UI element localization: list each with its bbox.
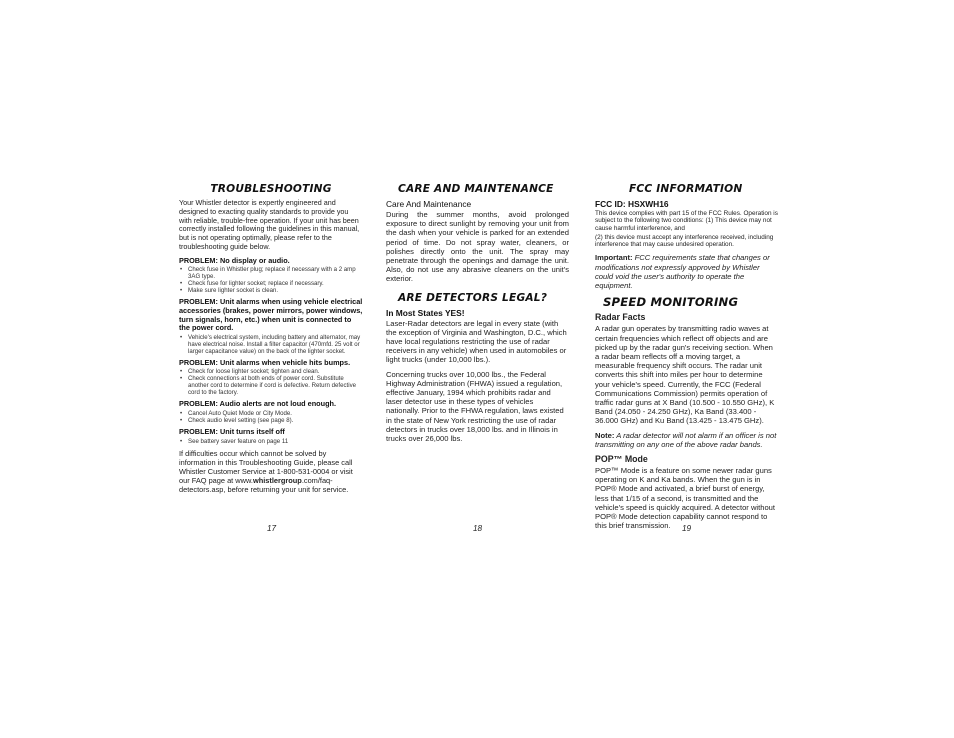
problem-heading: PROBLEM: Unit alarms when using vehicle electrical accessories (brakes, power mirrors, power windows, turn signals, horn, etc.) when unit is connected to the power cord. xyxy=(179,297,363,333)
problem-list xyxy=(179,410,363,424)
troubleshooting-title: TROUBLESHOOTING xyxy=(210,183,332,195)
problem-heading: PROBLEM: No display or audio. xyxy=(179,255,290,265)
problem-heading: PROBLEM: Unit alarms when vehicle hits bumps. xyxy=(179,357,351,367)
list-item: • Check connections at both ends of power cord. Substitute another cord to determine if cord is defective. Return defective cord to the factory. xyxy=(188,375,363,396)
problem-list xyxy=(179,368,363,396)
list-item: • Cancel Auto Quiet Mode or City Mode. xyxy=(188,410,363,417)
list-item: • Check for loose lighter socket; tighten and clean. xyxy=(188,368,363,375)
page-number: 19 xyxy=(682,524,692,533)
list-item: • See battery saver feature on page 11 xyxy=(188,438,363,445)
fcc-section xyxy=(595,183,779,535)
radar-note xyxy=(595,431,779,449)
problem-list xyxy=(179,438,363,445)
closing-text-pre: If difficulties occur which cannot be solved by information in this Troubleshooting Guide, please call Whistler Customer Service at 1-800-531-0004 or visit our FAQ page at www. xyxy=(179,448,353,485)
fcc-title: FCC INFORMATION xyxy=(629,183,743,195)
fcc-text-1: This device complies with part 15 of the FCC Rules. Operation is subject to the following two conditions: (1) This device may not cause harmful interference, and xyxy=(595,210,778,232)
radar-text: A radar gun operates by transmitting radio waves at certain frequencies which reflect off objects and are picked up by the radar gun's receiving section. When a radar beam reflects off a moving target, a measurable frequency shift occurs. The radar unit converts this shift into miles per hour to determine your vehicle's speed. Currently, the FCC (Federal Communications Commission) permits operation of traffic radar guns at X Band (10.500 - 10.550 GHz), K Band (24.050 - 24.250 GHz), Ka Band (33.400 - 36.000 GHz) and Ku Band (13.425 - 13.475 GHz). xyxy=(595,324,775,426)
fcc-id: FCC ID: HSXWH16 xyxy=(595,199,669,209)
legal-title: ARE DETECTORS LEGAL? xyxy=(398,291,548,304)
legal-text-1: Laser-Radar detectors are legal in every state (with the exception of Virginia and Washington, D.C., which have local regulations restricting the use of radar receivers in any vehicle) when used in automobiles or light trucks (under 10,000 lbs.). xyxy=(386,318,567,365)
speed-title: SPEED MONITORING xyxy=(603,295,739,310)
radar-subtitle: Radar Facts xyxy=(595,312,646,323)
legal-subtitle: In Most States YES! xyxy=(386,307,465,318)
closing-text-domain: whistlergroup xyxy=(252,475,302,485)
pop-text: POP™ Mode is a feature on some newer radar guns operating on K and Ka bands. When the gun is in POP® Mode and activated, a brief burst of energy, less that 1/15 of a second, is transmitted and the vehicle's speed is quickly acquired. A detector without POP® Mode detection capability cannot respond to this brief transmission. xyxy=(595,465,776,531)
pop-subtitle: POP™ Mode xyxy=(595,453,648,464)
page-number: 17 xyxy=(267,524,277,533)
fcc-important xyxy=(595,253,779,290)
note-label: Note: xyxy=(595,430,615,440)
problem-heading: PROBLEM: Audio alerts are not loud enough. xyxy=(179,399,337,409)
troubleshooting-intro: Your Whistler detector is expertly engineered and designed to exacting quality standards to provide you with reliable, trouble-free operation. If your unit has been correctly installed following the guidelines in this manual, but is not operating optimally, please refer to the troubleshooting guide below. xyxy=(179,198,360,251)
note-text: A radar detector will not alarm if an officer is not transmitting on any one of the above radar bands. xyxy=(595,430,777,449)
troubleshooting-section xyxy=(179,183,363,499)
closing-text-post: .com/faq-detectors.asp, before returning your unit for service. xyxy=(179,475,349,494)
care-title: CARE AND MAINTENANCE xyxy=(398,183,554,195)
important-label: Important: xyxy=(595,253,633,263)
list-item: • Check fuse in Whistler plug; replace if necessary with a 2 amp 3AG type. xyxy=(188,266,363,280)
problem-list xyxy=(179,266,363,294)
list-item: • Check fuse for lighter socket; replace if necessary. xyxy=(188,280,363,287)
troubleshooting-closing xyxy=(179,449,363,494)
legal-text-2: Concerning trucks over 10,000 lbs., the Federal Highway Administration (FHWA) issued a regulation, effective January, 1994 which prohibits radar and laser detector use in these types of vehicles nationally. Prior to the FHWA regulation, laws existed in the state of New York restricting the use of radar detectors in trucks over 18,000 lbs. and in Illinois in trucks over 26,000 lbs. xyxy=(386,369,564,444)
page-number: 18 xyxy=(473,524,483,533)
problem-heading: PROBLEM: Unit turns itself off xyxy=(179,426,285,436)
list-item: • Vehicle's electrical system, including battery and alternator, may have electrical noise. Install a filter capacitor (470mfd. 25 volt or larger capacitance value) on the back of the lighter socket. xyxy=(188,334,363,355)
care-text: During the summer months, avoid prolonged exposure to direct sunlight by removing your unit from the dash when your vehicle is parked for an extended period of time. Do not spray water, cleaners, or polishes directly onto the unit. The spray may penetrate through the openings and damage the unit. Also, do not use any abrasive cleaners on the unit's exterior. xyxy=(386,210,569,284)
problem-list xyxy=(179,334,363,355)
important-text: FCC requirements state that changes or modifications not expressly approved by Whistler could void the user's authority to operate the equipment. xyxy=(595,253,770,291)
care-section xyxy=(386,183,569,448)
list-item: • Make sure lighter socket is clean. xyxy=(188,287,363,294)
care-subtitle: Care And Maintenance xyxy=(386,199,472,209)
list-item: • Check audio level setting (see page 8). xyxy=(188,417,363,424)
fcc-text-2: (2) this device must accept any interference received, including interference that may cause undesired operation. xyxy=(595,233,774,249)
